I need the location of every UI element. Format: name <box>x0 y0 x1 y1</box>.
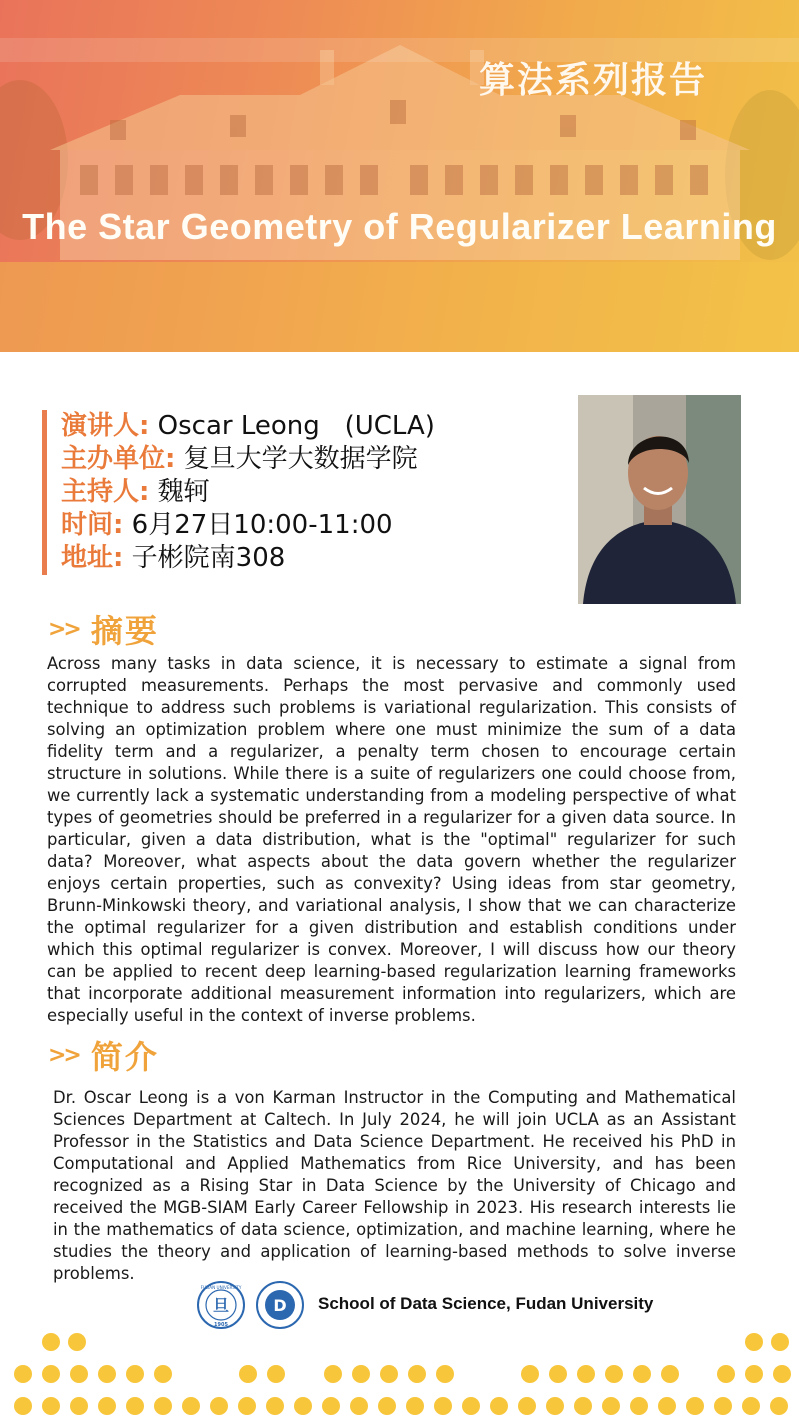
bio-heading-label: 简介 <box>90 1038 159 1076</box>
bio-heading <box>48 1033 159 1077</box>
speaker-value: Oscar Leong (UCLA) <box>157 411 435 441</box>
chevron-right-icon: >> <box>48 1042 79 1068</box>
abstract-text: Across many tasks in data science, it is necessary to estimate a signal from corrupted measurements. Perhaps the most pervasive and commonly used technique to address such problems is variational regularization. This consists of solving an optimization problem where one must minimize the sum of a data fidelity term and a regularizer, a penalty term chosen to encourage certain structure in solutions. While there is a suite of regularizers one could choose from, we currently lack a systematic understanding from a modeling perspective of what types of geometries should be preferred in a regularizer for a given data source. In particular, given a data distribution, what is the "optimal" regularizer for such data? Moreover, what aspects about the data govern whether the regularizer enjoys certain properties, such as convexity? Using ideas from star geometry, Brunn-Minkowski theory, and variational analysis, I show that we can characterize the optimal regularizer for a given distribution and establish conditions under which this optimal regularizer is convex. Moreover, I will discuss how our theory can be applied to recent deep learning-based regularization learning frameworks that incorporate additional measurement information into regularizers, which are especially useful in the context of inverse problems. <box>47 654 736 1025</box>
speaker-photo <box>578 395 741 604</box>
dot-decoration <box>0 1330 799 1422</box>
series-title: 算法系列报告 <box>478 60 707 101</box>
logos <box>196 1280 308 1334</box>
chevron-right-icon: >> <box>48 616 79 642</box>
location-row <box>61 542 531 575</box>
abstract-heading-label: 摘要 <box>90 612 159 650</box>
bio-text: Dr. Oscar Leong is a von Karman Instructor in the Computing and Mathematical Sciences Department at Caltech. In July 2024, he will join UCLA as an Assistant Professor in the Statistics and Data Science Department. He received his PhD in Computational and Applied Mathematics from Rice University, and has been recognized as a Rising Star in Data Science by the University of Chicago and received the MGB-SIAM Early Career Fellowship in 2023. His research interests lie in the mathematics of data science, optimization, and machine learning, where he studies the theory and application of learning-based methods to solve inverse problems. <box>53 1088 736 1283</box>
time-value: 6月27日10:00-11:00 <box>131 510 393 540</box>
host-org-row <box>61 443 531 476</box>
time-label: 时间: <box>61 510 124 540</box>
time-row <box>61 509 531 542</box>
header-banner <box>0 0 799 352</box>
talk-title: The Star Geometry of Regularizer Learning <box>22 206 777 247</box>
speaker-row <box>61 410 531 443</box>
fudan-logo-text: FUDAN UNIVERSITY <box>200 1285 242 1290</box>
chair-value: 魏轲 <box>157 477 210 507</box>
fudan-logo <box>198 1282 244 1328</box>
school-name: School of Data Science, Fudan University <box>318 1294 654 1313</box>
fudan-logo-glyph: 旦 <box>212 1296 230 1315</box>
abstract-heading <box>48 607 159 651</box>
event-info <box>42 410 531 575</box>
sds-logo <box>257 1282 303 1328</box>
chair-row <box>61 476 531 509</box>
host-org-label: 主办单位: <box>61 444 176 474</box>
speaker-label: 演讲人: <box>61 411 150 441</box>
fudan-logo-year: 1905 <box>214 1322 228 1328</box>
host-org-value: 复旦大学大数据学院 <box>183 444 418 474</box>
sds-logo-glyph: D <box>273 1296 287 1315</box>
location-value: 子彬院南308 <box>131 543 286 573</box>
chair-label: 主持人: <box>61 477 150 507</box>
location-label: 地址: <box>61 543 124 573</box>
